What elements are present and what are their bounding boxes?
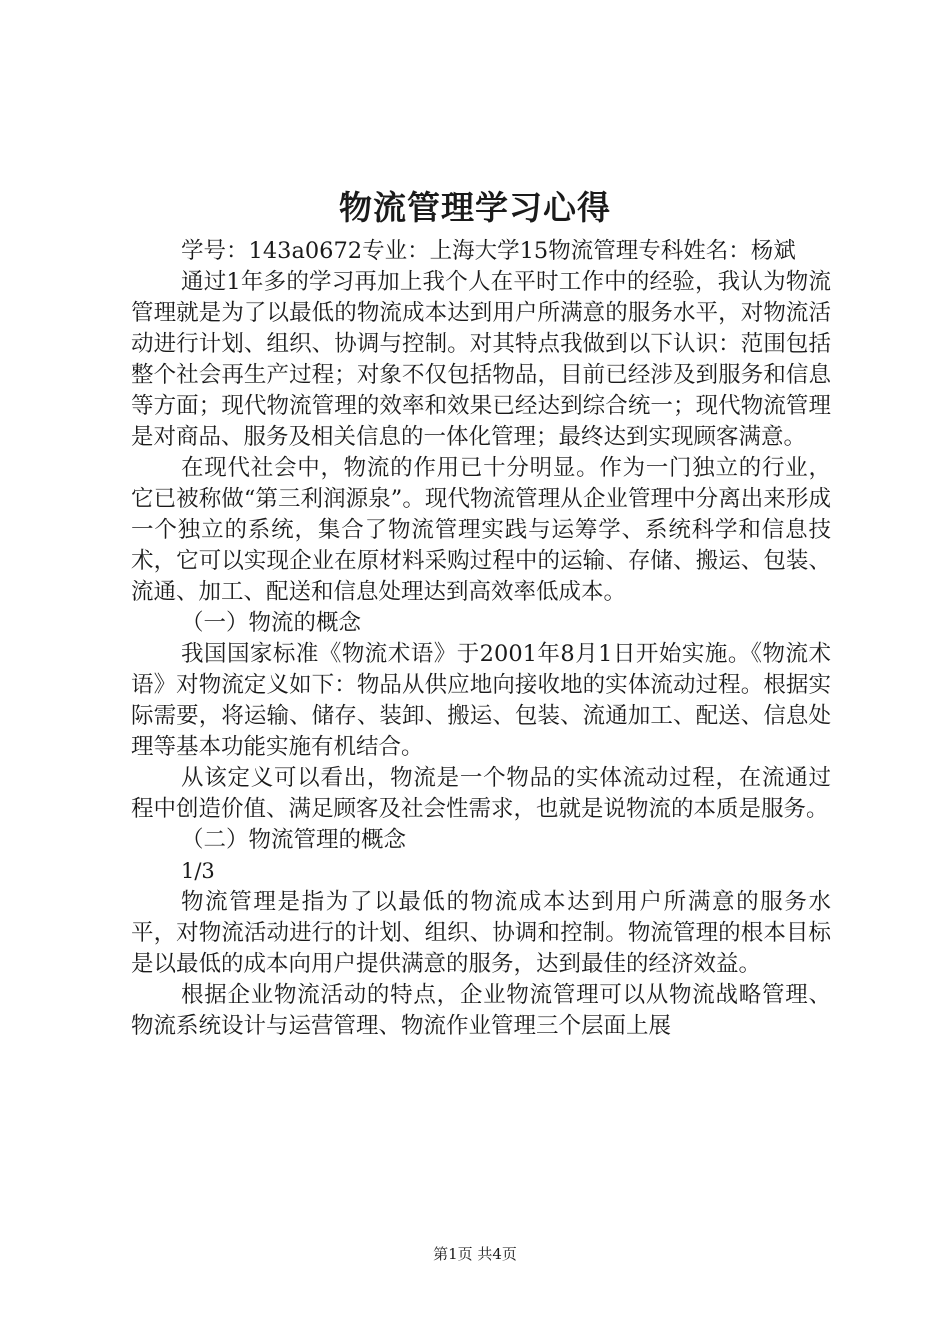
body-paragraph: 在现代社会中，物流的作用已十分明显。作为一门独立的行业，它已被称做“第三利润源泉”。现代物流管理从企业管理中分离出来形成一个独立的系统，集合了物流管理实践与运筹学、系统科学和信息技术，它可以实现企业在原材料采购过程中的运输、存储、搬运、包装、流通、加工、配送和信息处理达到高效率低成本。 [131,455,831,605]
body-paragraph: 物流管理是指为了以最低的物流成本达到用户所满意的服务水平，对物流活动进行的计划、组织、协调和控制。物流管理的根本目标是以最低的成本向用户提供满意的服务，达到最佳的经济效益。 [131,889,831,977]
student-info-line: 学号：143a0672专业：上海大学15物流管理专科姓名：杨斌 [181,238,796,264]
document-body [131,236,831,1042]
document-title: 物流管理学习心得 [339,188,611,227]
section-heading: （一）物流的概念 [181,610,362,636]
body-paragraph: 根据企业物流活动的特点，企业物流管理可以从物流战略管理、物流系统设计与运营管理、物流作业管理三个层面上展 [131,982,831,1039]
body-paragraph: 我国国家标准《物流术语》于2001年8月1日开始实施。《物流术语》对物流定义如下：物品从供应地向接收地的实体流动过程。根据实际需要，将运输、储存、装卸、搬运、包装、流通加工、配送、信息处理等基本功能实施有机结合。 [131,641,831,760]
section-heading: （二）物流管理的概念 [181,827,407,853]
page-footer: 第1页 共4页 [433,1245,517,1263]
body-paragraph: 通过1年多的学习再加上我个人在平时工作中的经验，我认为物流管理就是为了以最低的物流成本达到用户所满意的服务水平，对物流活动进行计划、组织、协调与控制。对其特点我做到以下认识：范围包括整个社会再生产过程；对象不仅包括物品，目前已经涉及到服务和信息等方面；现代物流管理的效率和效果已经达到综合统一；现代物流管理是对商品、服务及相关信息的一体化管理；最终达到实现顾客满意。 [131,269,831,450]
inline-page-marker: 1/3 [181,859,215,883]
body-paragraph: 从该定义可以看出，物流是一个物品的实体流动过程，在流通过程中创造价值、满足顾客及社会性需求，也就是说物流的本质是服务。 [131,765,831,822]
